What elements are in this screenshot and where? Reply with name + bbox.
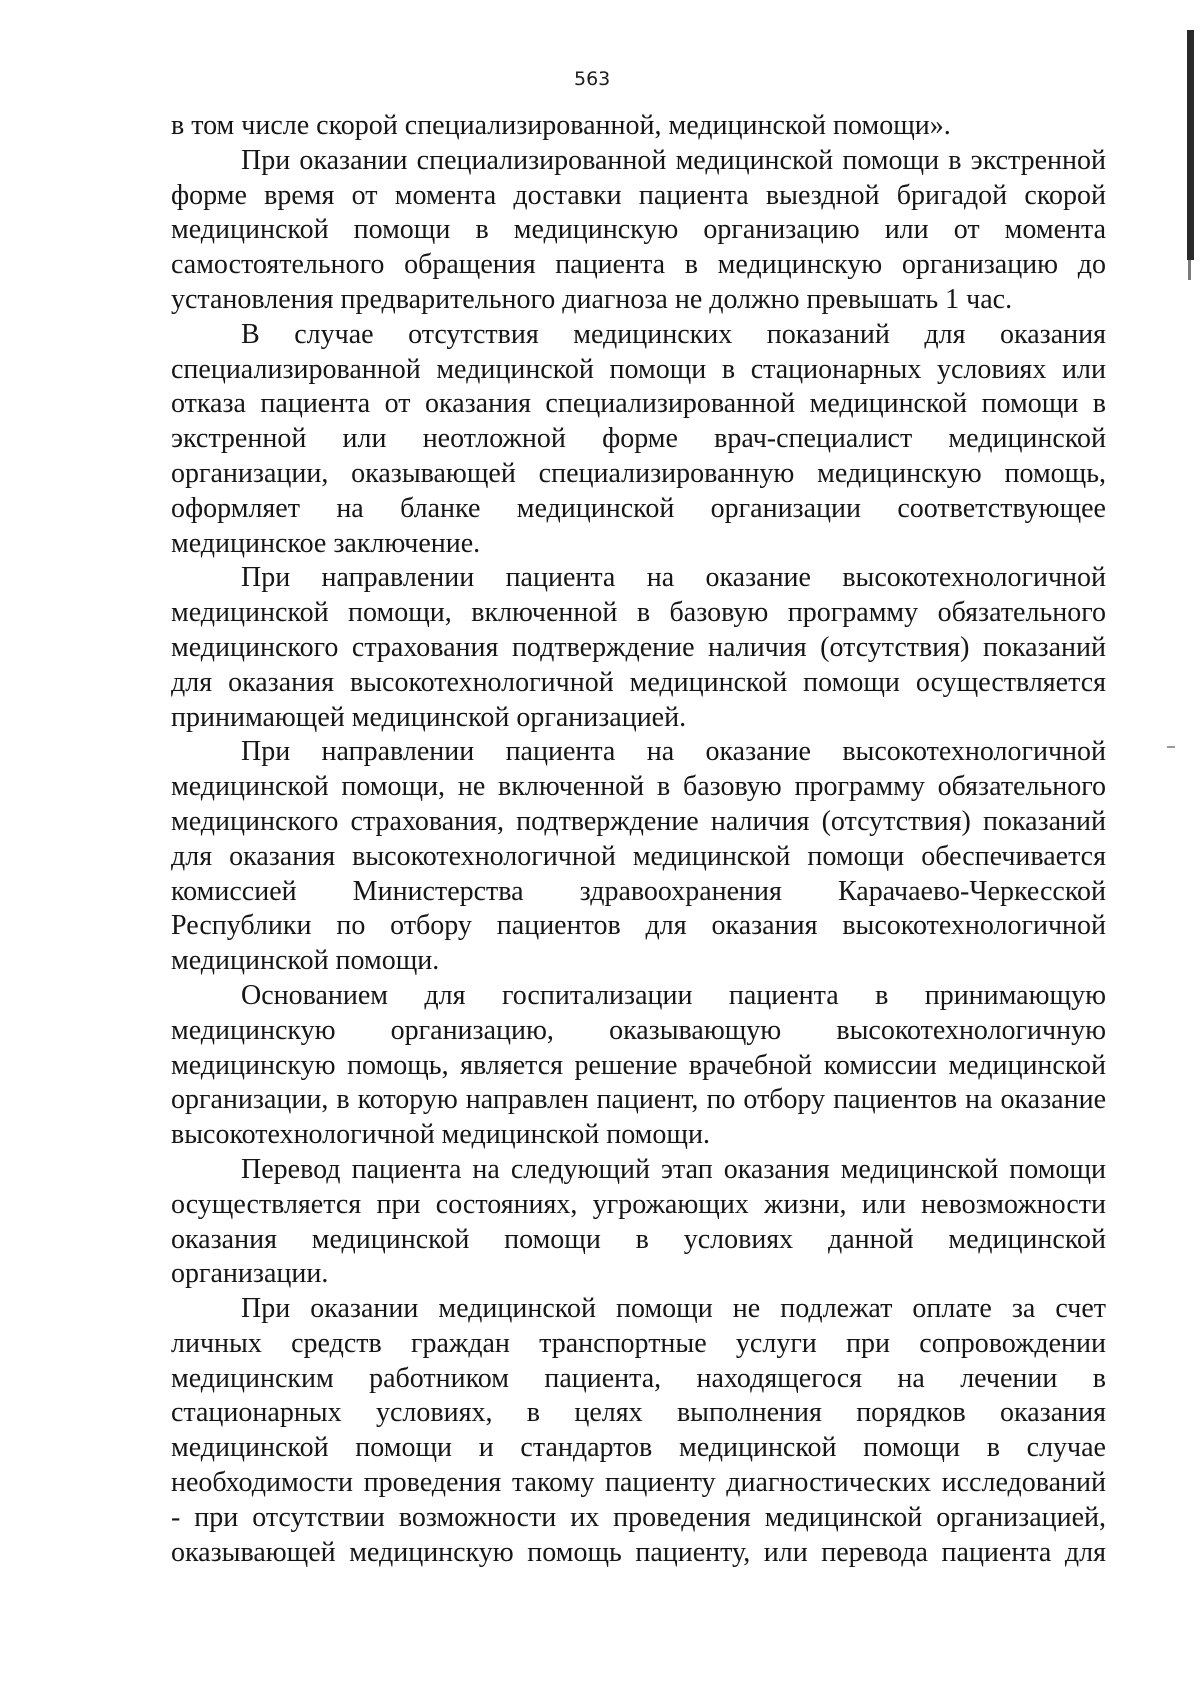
text-line: Республики по отбору пациентов для оказания высокотехнологичной	[171, 910, 1106, 942]
text-line: медицинской помощи, не включенной в базовую программу обязательного	[171, 771, 1106, 803]
text-line: осуществляется при состояниях, угрожающих жизни, или невозможности	[171, 1188, 1106, 1220]
text-line: - при отсутствии возможности их проведения медицинской организацией,	[171, 1501, 1106, 1533]
text-line: медицинским работником пациента, находящегося на лечении в	[171, 1362, 1106, 1394]
body-text	[171, 109, 1106, 1570]
text-line: экстренной или неотложной форме врач-специалист медицинской	[171, 423, 1106, 455]
text-line: Основанием для госпитализации пациента в принимающую	[241, 979, 1106, 1011]
text-line: медицинской помощи и стандартов медицинской помощи в случае	[171, 1432, 1106, 1464]
text-line: При оказании медицинской помощи не подлежат оплате за счет	[241, 1293, 1106, 1325]
text-line: установления предварительного диагноза не должно превышать 1 час.	[171, 283, 1013, 315]
scan-speck	[1167, 746, 1175, 748]
text-line: При направлении пациента на оказание высокотехнологичной	[241, 562, 1106, 594]
text-line: медицинскую организацию, оказывающую высокотехнологичную	[171, 1014, 1106, 1046]
text-line: личных средств граждан транспортные услуги при сопровождении	[171, 1327, 1106, 1359]
text-line: отказа пациента от оказания специализированной медицинской помощи в	[171, 388, 1106, 420]
text-line: необходимости проведения такому пациенту диагностических исследований	[171, 1467, 1106, 1499]
page-number: 563	[574, 68, 611, 90]
text-line: форме время от момента доставки пациента выездной бригадой скорой	[171, 179, 1106, 211]
text-line: в том числе скорой специализированной, медицинской помощи».	[171, 110, 951, 141]
text-line: оказывающей медицинскую помощь пациенту, или перевода пациента для	[171, 1536, 1106, 1568]
scan-edge-mark-faint	[1188, 260, 1191, 280]
text-line: медицинскую помощь, является решение врачебной комиссии медицинской	[171, 1049, 1106, 1081]
text-line: оформляет на бланке медицинской организации соответствующее	[171, 492, 1106, 524]
text-line: для оказания высокотехнологичной медицинской помощи осуществляется	[171, 666, 1106, 698]
text-line: медицинской помощи в медицинскую организацию или от момента	[171, 214, 1106, 246]
text-line: При оказании специализированной медицинской помощи в экстренной	[241, 144, 1106, 176]
text-line: комиссией Министерства здравоохранения Карачаево-Черкесской	[171, 875, 1106, 907]
text-line: принимающей медицинской организацией.	[171, 701, 687, 733]
text-line: для оказания высокотехнологичной медицинской помощи обеспечивается	[171, 840, 1106, 872]
text-line: самостоятельного обращения пациента в медицинскую организацию до	[171, 249, 1106, 281]
text-line: медицинское заключение.	[171, 527, 481, 559]
text-line: медицинского страхования подтверждение наличия (отсутствия) показаний	[171, 631, 1106, 663]
text-line: медицинской помощи.	[171, 945, 440, 977]
text-line: стационарных условиях, в целях выполнения порядков оказания	[171, 1397, 1106, 1429]
text-line: В случае отсутствия медицинских показаний для оказания	[241, 318, 1106, 350]
text-line: медицинской помощи, включенной в базовую программу обязательного	[171, 597, 1106, 629]
text-line: организации, оказывающей специализированную медицинскую помощь,	[171, 457, 1106, 489]
text-line: специализированной медицинской помощи в стационарных условиях или	[171, 353, 1106, 385]
text-line: организации, в которую направлен пациент, по отбору пациентов на оказание	[171, 1084, 1106, 1116]
text-line: оказания медицинской помощи в условиях данной медицинской	[171, 1223, 1106, 1255]
text-line: Перевод пациента на следующий этап оказания медицинской помощи	[241, 1153, 1106, 1185]
text-line: медицинского страхования, подтверждение наличия (отсутствия) показаний	[171, 805, 1106, 837]
text-line: При направлении пациента на оказание высокотехнологичной	[241, 736, 1106, 768]
text-line: организации.	[171, 1258, 329, 1290]
text-line: высокотехнологичной медицинской помощи.	[171, 1119, 710, 1151]
scan-edge-mark	[1187, 30, 1194, 260]
